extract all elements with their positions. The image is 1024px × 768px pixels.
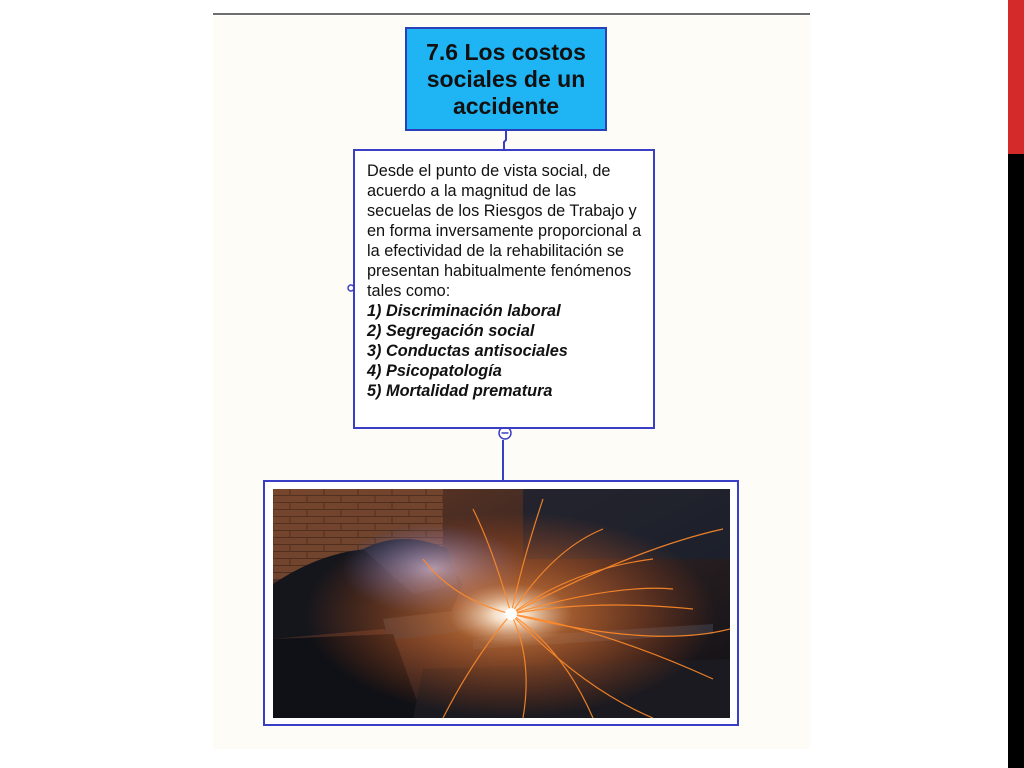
- list-item: 1) Discriminación laboral: [367, 302, 561, 320]
- list-item: 2) Segregación social: [367, 322, 535, 340]
- list-item: 3) Conductas antisociales: [367, 342, 568, 360]
- welding-photo: [273, 489, 730, 718]
- list-item: 5) Mortalidad prematura: [367, 382, 553, 400]
- top-divider: [213, 13, 810, 15]
- list-item: 4) Psicopatología: [367, 362, 502, 380]
- image-node: [263, 480, 739, 726]
- side-accent: [1008, 0, 1024, 154]
- side-bar: [1008, 0, 1024, 768]
- description-node: [353, 149, 655, 429]
- description-intro: Desde el punto de vista social, de acuerdo a la magnitud de las secuelas de los Riesgos de Trabajo y en forma inversamente proporcional a la efectividad de la rehabilitación se presentan habitualmente fenómenos tales como:: [367, 162, 642, 300]
- title-text: 7.6 Los costos sociales de un accidente: [426, 38, 586, 119]
- title-node: [405, 27, 607, 131]
